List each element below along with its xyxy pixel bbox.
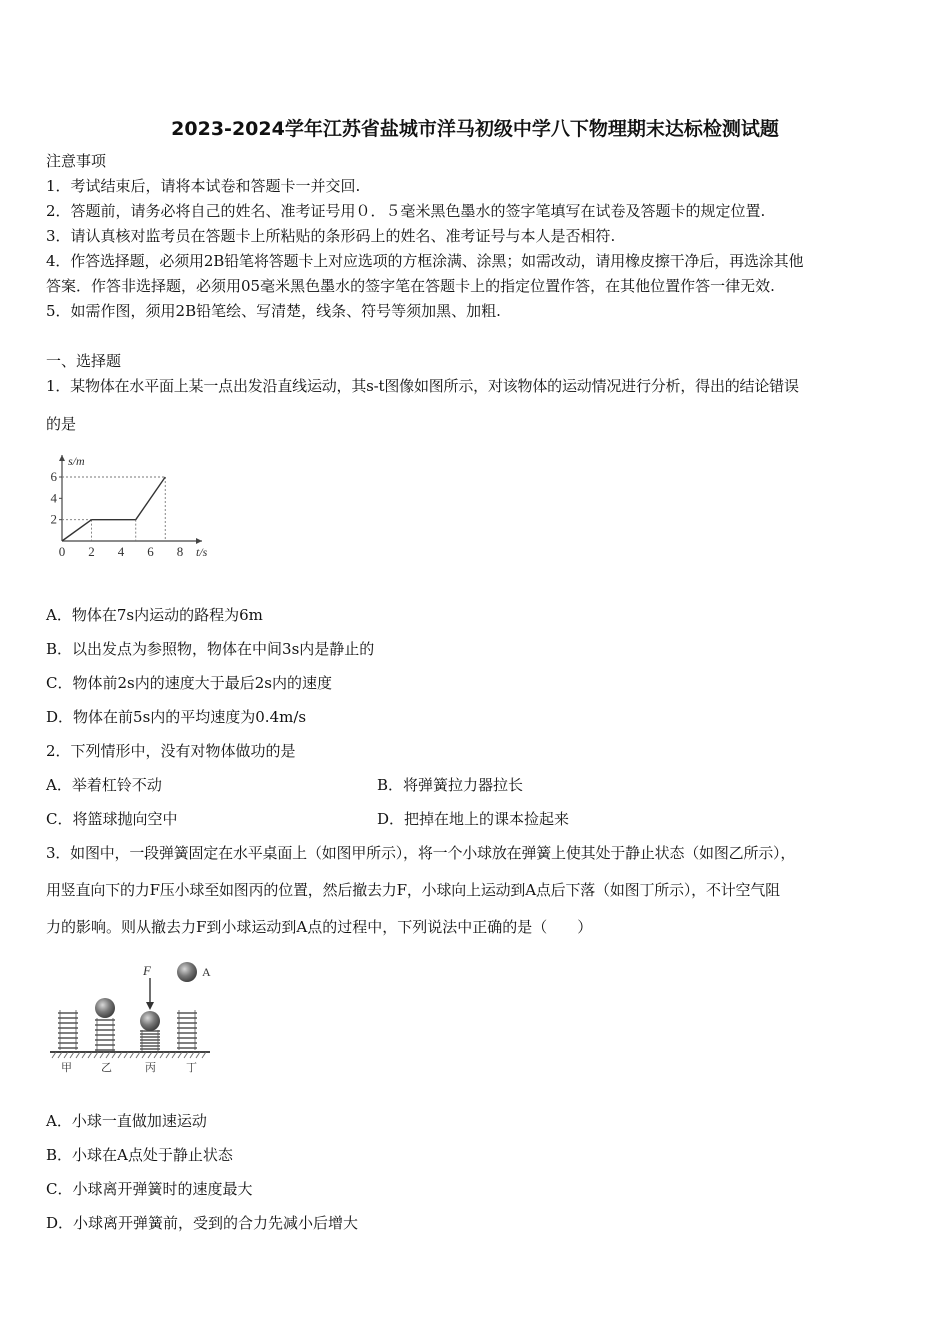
note-item: 答案．作答非选择题，必须用05毫米黑色墨水的签字笔在答题卡上的指定位置作答，在其他位置作答一律无效. [46, 277, 775, 295]
force-label: F [143, 963, 151, 978]
notes-heading: 注意事项 [46, 152, 107, 170]
x-axis-arrow [196, 538, 202, 544]
q3-stem-cont: 力的影响。则从撤去力F到小球运动到A点的过程中，下列说法中正确的是（ ） [46, 918, 593, 936]
spring-bing [140, 1030, 160, 1051]
y-tick-label: 6 [50, 469, 57, 484]
note-item: 5．如需作图，须用2B铅笔绘、写清楚，线条、符号等须加黑、加粗. [46, 302, 501, 320]
y-tick-label: 4 [50, 490, 57, 506]
q2-option-a: A．举着杠铃不动 [46, 776, 162, 794]
spring-ding [177, 1010, 197, 1050]
ground [50, 1052, 210, 1058]
data-segment [136, 477, 166, 520]
ball-yi [95, 998, 115, 1018]
note-item: 2．答题前，请务必将自己的姓名、准考证号用０．５毫米黑色墨水的签字笔填写在试卷及答题卡的规定位置. [46, 202, 766, 220]
q3-option-d: D．小球离开弹簧前，受到的合力先减小后增大 [46, 1214, 359, 1232]
q1-stem: 1．某物体在水平面上某一点出发沿直线运动，其s-t图像如图所示，对该物体的运动情况进行分析，得出的结论错误 [46, 377, 799, 395]
spring-yi [95, 1018, 115, 1051]
caption-ding: 丁 [186, 1062, 197, 1074]
note-item: 4．作答选择题，必须用2B铅笔将答题卡上对应选项的方框涂满、涂黑；如需改动，请用橡皮擦干净后，再选涂其他 [46, 252, 804, 270]
ball-ding [177, 962, 197, 982]
q2-stem: 2．下列情形中，没有对物体做功的是 [46, 742, 296, 760]
caption-bing: 丙 [145, 1062, 156, 1074]
st-graph [52, 444, 222, 566]
x-axis-label: t/s [196, 545, 208, 559]
spring-jia [58, 1010, 78, 1050]
q3-option-b: B．小球在A点处于静止状态 [46, 1146, 233, 1164]
caption-yi: 乙 [101, 1062, 112, 1074]
section-heading: 一、选择题 [46, 352, 122, 370]
q3-option-c: C．小球离开弹簧时的速度最大 [46, 1180, 253, 1198]
force-arrow [146, 978, 154, 1010]
q2-option-c: C．将篮球抛向空中 [46, 810, 178, 828]
ball-bing [140, 1011, 160, 1031]
note-item: 3．请认真核对监考员在答题卡上所粘贴的条形码上的姓名、准考证号与本人是否相符. [46, 227, 616, 245]
q1-option-b: B．以出发点为参照物，物体在中间3s内是静止的 [46, 640, 375, 658]
q2-option-b: B．将弹簧拉力器拉长 [377, 776, 524, 794]
q1-option-c: C．物体前2s内的速度大于最后2s内的速度 [46, 674, 332, 692]
y-axis-label: s/m [68, 454, 85, 468]
y-tick-label: 2 [50, 511, 57, 527]
x-tick-label: 0 [58, 544, 66, 559]
q2-option-d: D．把掉在地上的课本捡起来 [377, 810, 570, 828]
spring-figure [46, 958, 216, 1078]
caption-jia: 甲 [61, 1062, 72, 1074]
q1-option-a: A．物体在7s内运动的路程为6m [46, 606, 263, 624]
data-segment [62, 520, 92, 541]
x-tick-label: 6 [147, 544, 154, 559]
q1-stem-cont: 的是 [46, 415, 77, 433]
y-axis-arrow [59, 455, 65, 461]
point-a-label: A [202, 965, 211, 979]
x-tick-label: 8 [176, 544, 184, 559]
q3-stem-cont: 用竖直向下的力F压小球至如图丙的位置，然后撤去力F，小球向上运动到A点后下落（如图丁所示），不计空气阻 [46, 881, 780, 899]
x-tick-label: 2 [88, 544, 95, 559]
note-item: 1．考试结束后，请将本试卷和答题卡一并交回. [46, 177, 361, 195]
q3-stem: 3．如图中，一段弹簧固定在水平桌面上（如图甲所示），将一个小球放在弹簧上使其处于静止状态（如图乙所示）， [46, 844, 796, 862]
q3-option-a: A．小球一直做加速运动 [46, 1112, 207, 1130]
page-title: 2023-2024学年江苏省盐城市洋马初级中学八下物理期末达标检测试题 [171, 118, 779, 140]
q1-option-d: D．物体在前5s内的平均速度为0.4m/s [46, 708, 307, 726]
x-tick-label: 4 [117, 544, 125, 559]
